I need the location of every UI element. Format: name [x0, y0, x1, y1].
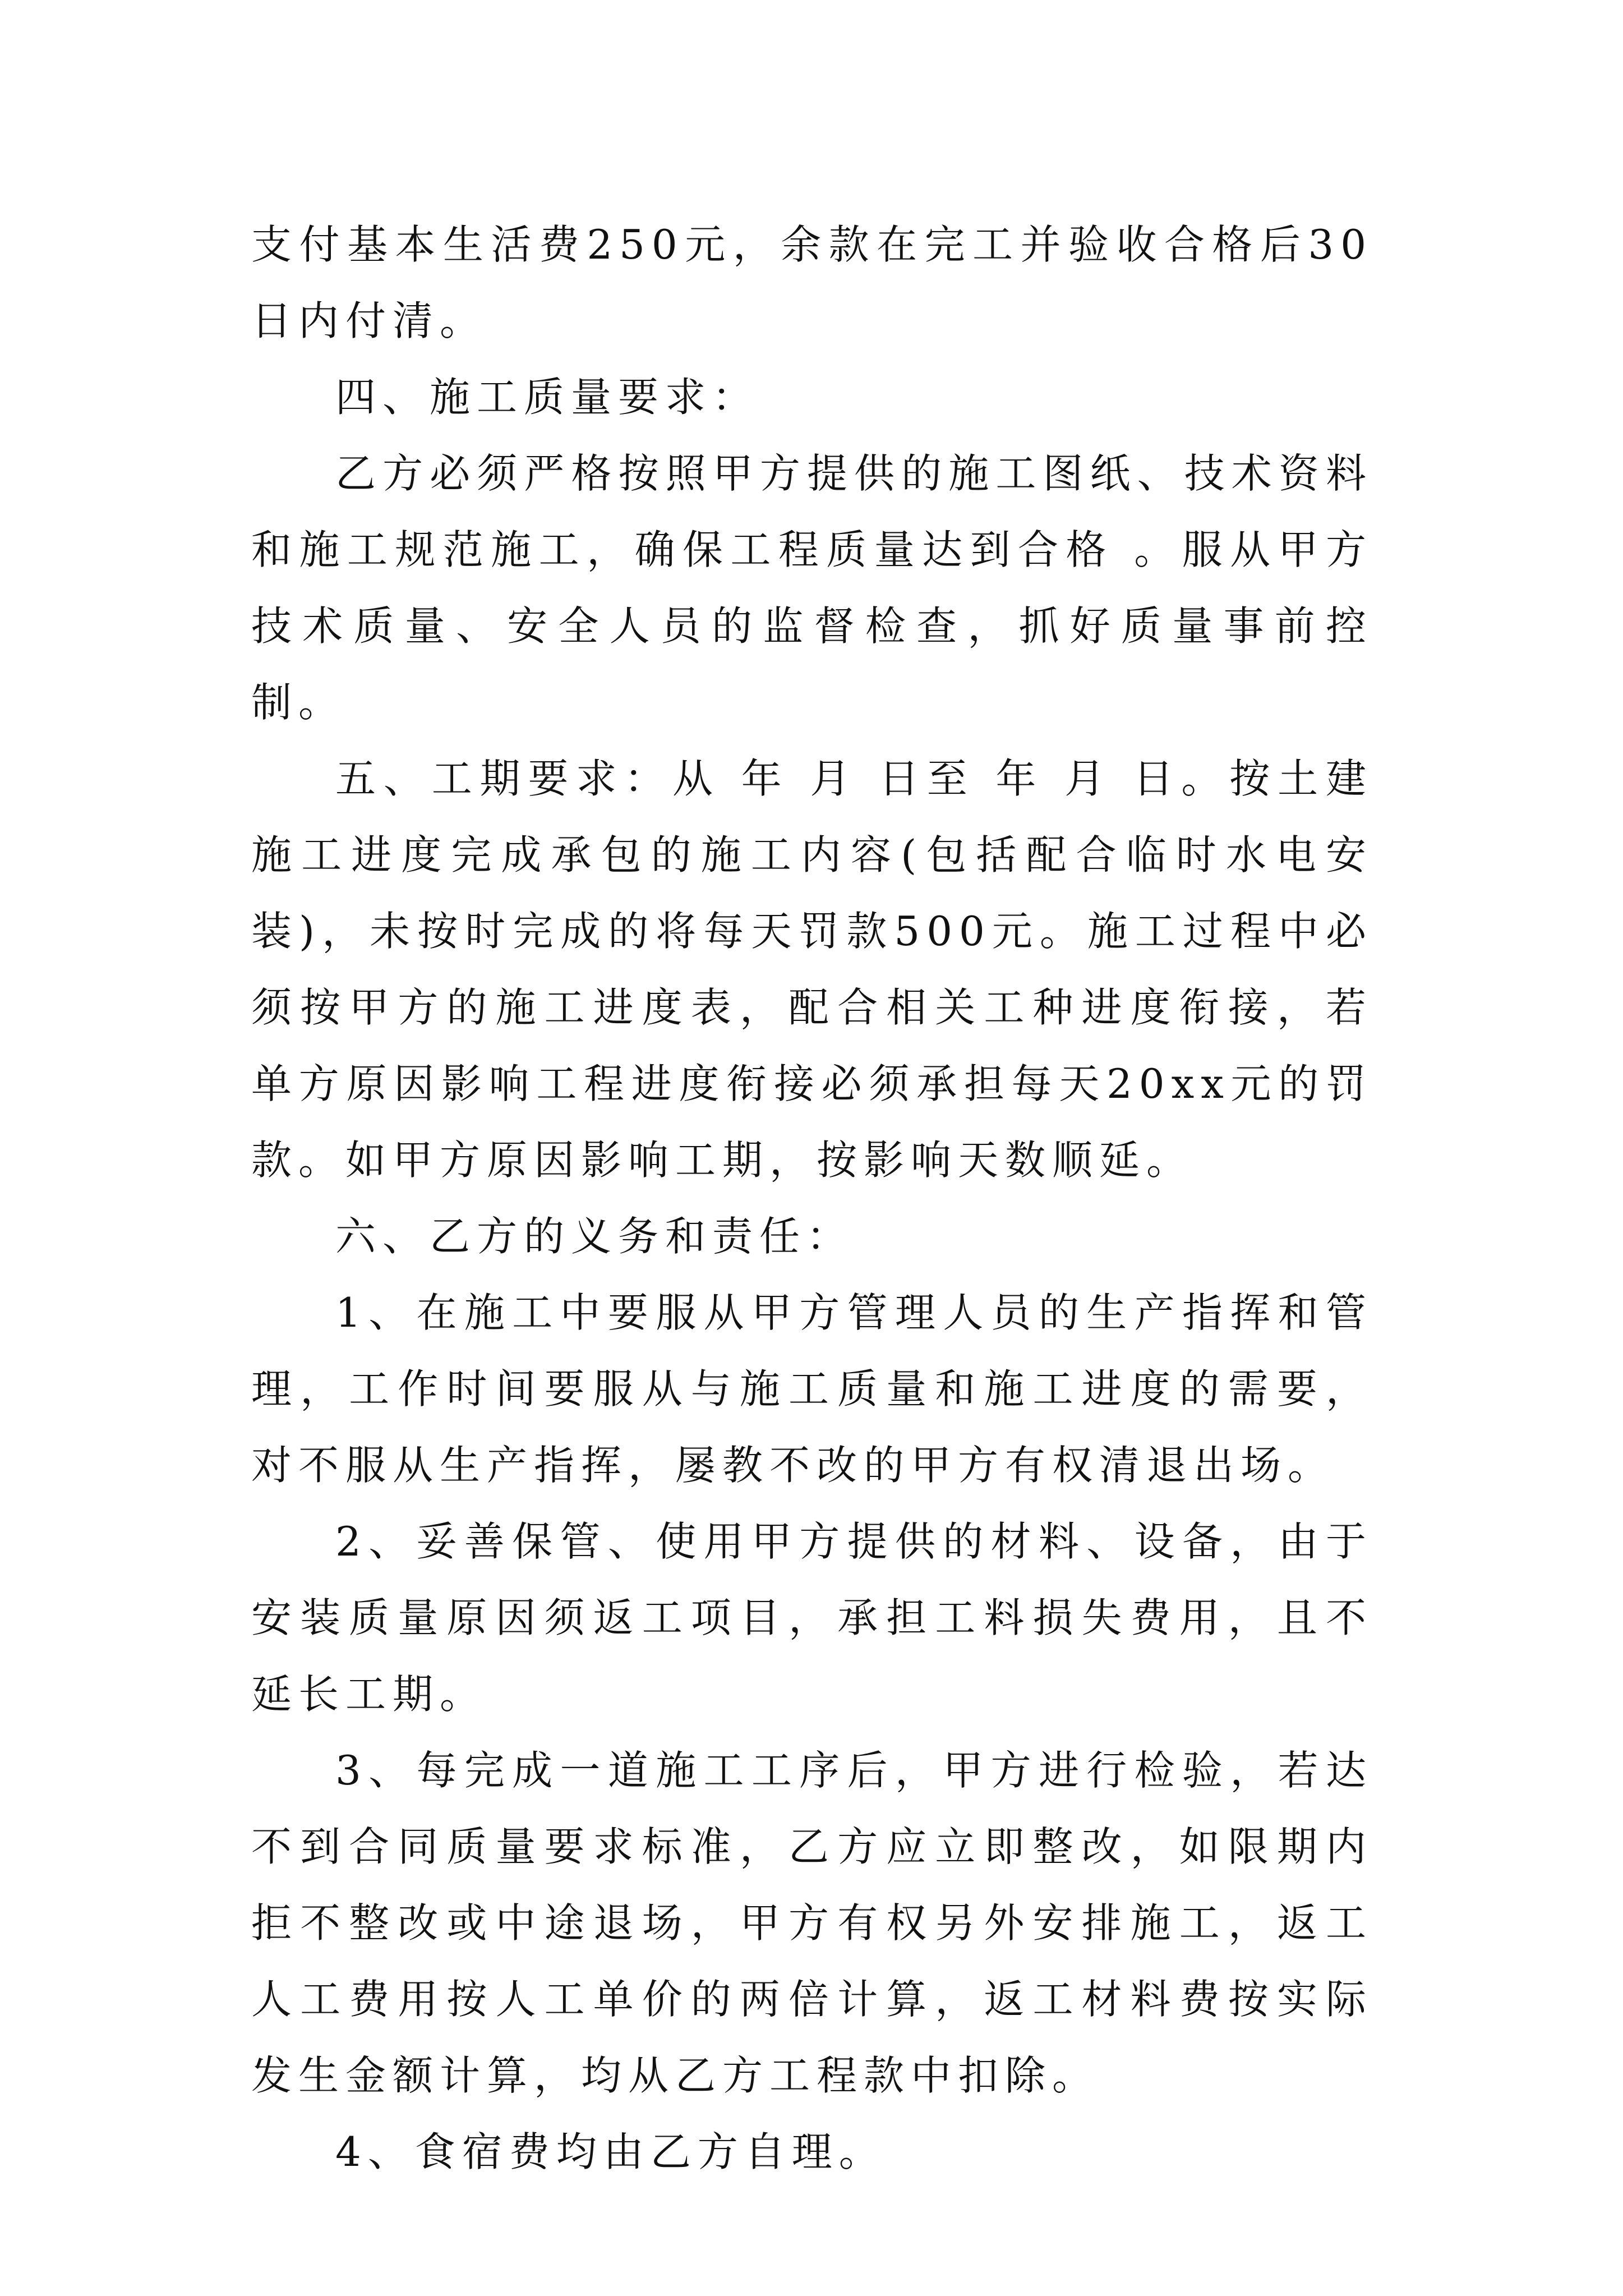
paragraph-obligation-3: 3、每完成一道施工工序后，甲方进行检验，若达不到合同质量要求标准，乙方应立即整改，如限期内拒不整改或中途退场，甲方有权另外安排施工，返工人工费用按人工单价的两倍计算，返工材料费按实际发生金额计算，均从乙方工程款中扣除。 [251, 1747, 1373, 2099]
paragraph-obligation-4: 4、食宿费均由乙方自理。 [335, 2128, 886, 2175]
paragraph-obligation-1: 1、在施工中要服从甲方管理人员的生产指挥和管理，工作时间要服从与施工质量和施工进度的需要，对不服从生产指挥，屡教不改的甲方有权清退出场。 [251, 1289, 1373, 1489]
paragraph-schedule-requirements: 五、工期要求：从 年 月 日至 年 月 日。按土建施工进度完成承包的施工内容(包括配合临时水电安装)，未按时完成的将每天罚款500元。施工过程中必须按甲方的施工进度表，配合相关工种进度衔接，若单方原因影响工程进度衔接必须承担每天20xx元的罚款。如甲方原因影响工期，按影响天数顺延。 [251, 755, 1373, 1184]
heading-party-b-obligations: 六、乙方的义务和责任： [335, 1213, 854, 1260]
paragraph-obligation-2: 2、妥善保管、使用甲方提供的材料、设备，由于安装质量原因须返工项目，承担工料损失费用，且不延长工期。 [251, 1518, 1373, 1718]
paragraph-payment-continuation: 支付基本生活费250元，余款在完工并验收合格后30日内付清。 [251, 221, 1373, 344]
document-body [251, 206, 1373, 2190]
heading-quality-requirements: 四、施工质量要求： [335, 374, 760, 421]
paragraph-quality-requirements: 乙方必须严格按照甲方提供的施工图纸、技术资料和施工规范施工，确保工程质量达到合格 。服从甲方技术质量、安全人员的监督检查，抓好质量事前控制。 [251, 450, 1373, 726]
